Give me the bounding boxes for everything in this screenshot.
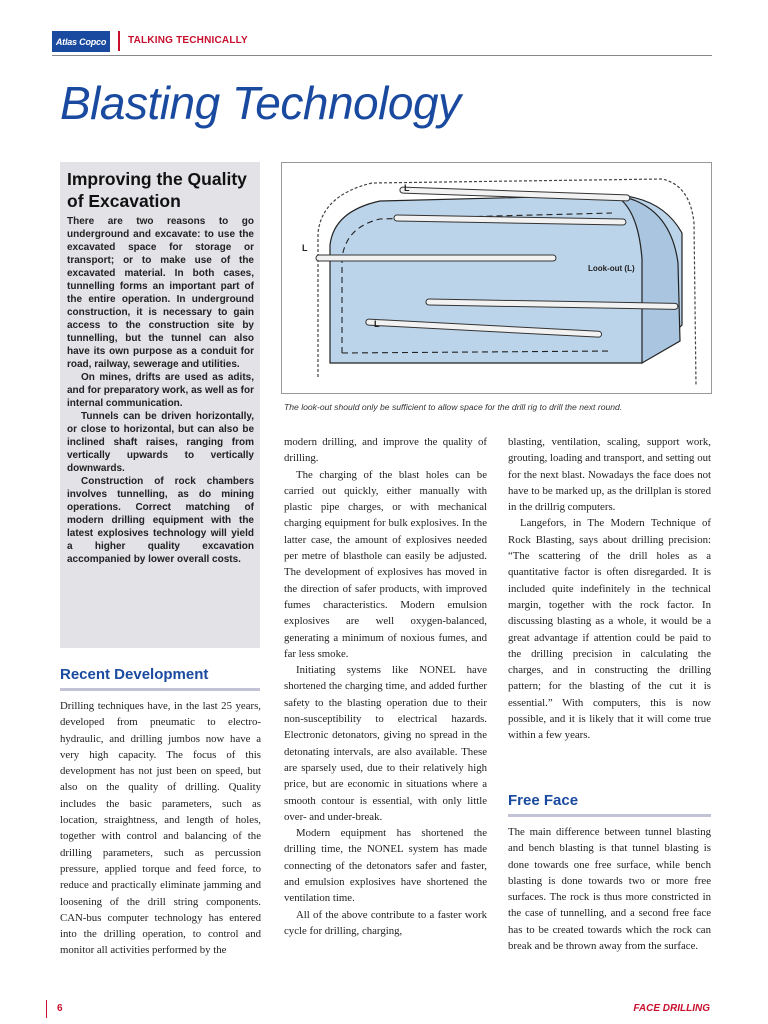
body-paragraph: Initiating systems like NONEL have shortened the charging time, and added further safety to the blasting operation due to their non-susceptibility to electrical hazards. Electronic detonators, giving no spread in the detonating intervals, are also available. These are sparsely used, due to their relatively high price, but are economic in situations where a smooth contour is essential, with only little over- and under-break. — [284, 664, 487, 823]
publication-name: FACE DRILLING — [633, 1003, 710, 1014]
figure-caption: The look-out should only be sufficient to allow space for the drill rig to drill the next round. — [284, 402, 623, 412]
body-paragraph: Modern equipment has shortened the drilling time, the NONEL system has made connecting of the detonators safer and faster, and emulsion explosives have shortened the ventilation time. — [284, 827, 487, 905]
page-number: 6 — [57, 1003, 63, 1014]
section-label: TALKING TECHNICALLY — [128, 35, 248, 46]
body-paragraph: modern drilling, and improve the quality of drilling. — [284, 436, 487, 465]
body-paragraph: The main difference between tunnel blasting and bench blasting is that tunnel blasting is done towards one free surface, while bench blasting is done towards two or more free surfaces. The rock is thus more constricted in the case of tunnelling, and a second free face has to be created towards which the rock can break and be thrown away from the surface. — [508, 826, 711, 953]
tunnel-diagram — [282, 163, 711, 393]
footer-bar — [46, 1000, 47, 1018]
body-column-3 — [508, 434, 711, 744]
free-face-text — [508, 824, 711, 954]
body-column-1 — [60, 698, 261, 959]
atlas-copco-logo: Atlas Copco — [52, 31, 110, 52]
intro-title: Improving the Quality of Excavation — [67, 169, 247, 211]
label-l-left: L — [302, 243, 308, 253]
label-lookout: Look-out (L) — [588, 264, 635, 273]
recent-development-heading: Recent Development — [60, 666, 209, 683]
intro-paragraph: There are two reasons to go underground and excavate: to use the excavated space for storage or transport; or to make use of the excavated material. In both cases, tunnelling forms an important part of the entire operation. In underground construction, it is necessary to gain access to the construction site by tunnelling, but the tunnel can also have its own purpose as a conduit for road, railway, sewerage and utilities. — [67, 216, 254, 370]
header-divider-bar — [118, 31, 120, 51]
label-l-bottom: L — [374, 319, 380, 329]
intro-paragraph: On mines, drifts are used as adits, and for preparatory work, as well as for internal communication. — [67, 372, 254, 409]
body-paragraph: Drilling techniques have, in the last 25 years, developed from pneumatic to electro-hydraulic, and drilling jumbos now have a very high capacity. The focus of this development has not just been on speed, but also on the quality of drilling. Quality includes the basic parameters, such as location, straightness, and length of holes, together with control and balancing of the drilling parameters, such as percussion pressure, applied torque and feed force, to reduce and practically eliminate jamming and loosening of the drill string components. CAN-bus computer technology has entered into the drilling operation, to control and monitor all activities performed by the — [60, 700, 261, 957]
label-l-top: L — [404, 183, 410, 193]
body-paragraph: The charging of the blast holes can be carried out quickly, either manually with plastic pipe charges, or with mechanical charging equipment for bulk explosives. In the latter case, the amount of explosives needed per metre of blasthole can easily be adjusted. The development of explosives has moved in the direction of safer products, with improved fumes characteristics. Modern emulsion explosives are well oxygen-balanced, generating a minimum of noxious fumes, and far less smoke. — [284, 468, 487, 660]
body-paragraph: All of the above contribute to a faster work cycle for drilling, charging, — [284, 908, 487, 937]
free-face-heading: Free Face — [508, 792, 579, 809]
page-title: Blasting Technology — [60, 77, 461, 129]
header-rule — [52, 55, 712, 56]
body-column-2 — [284, 434, 487, 939]
intro-box — [60, 162, 260, 648]
body-paragraph: Langefors, in The Modern Technique of Rock Blasting, says about drilling precision: “The scattering of the drill holes as a quantitative factor is often disregarded. It is included quite indefinitely in the technical margin, together with the rock factor. In discussing blasting as a whole, it would be a great advantage if attention could be paid to the drilling precision in calculating the charges, and in constructing the drilling pattern; for the blasting of the cut it is essential.” With computers, this is now possible, and it is likely that it will come true within a few years. — [508, 517, 711, 742]
tunnel-lookout-figure — [281, 162, 712, 394]
heading-rule — [60, 688, 260, 691]
intro-text — [67, 215, 254, 566]
heading-rule — [508, 814, 711, 817]
intro-paragraph: Tunnels can be driven horizontally, or close to horizontal, but can also be inclined shaft raises, ranging from vertically upwards to vertically downwards. — [67, 411, 254, 474]
body-paragraph: blasting, ventilation, scaling, support work, grouting, loading and transport, and setting out for the next blast. Nowadays the face does not have to be marked up, as the drillplan is stored in the drillrig computers. — [508, 436, 711, 514]
intro-paragraph: Construction of rock chambers involves tunnelling, as do mining operations. Correct matching of modern drilling equipment with the latest explosives technology will yield a higher quality excavation accompanied by lower overall costs. — [67, 476, 254, 565]
